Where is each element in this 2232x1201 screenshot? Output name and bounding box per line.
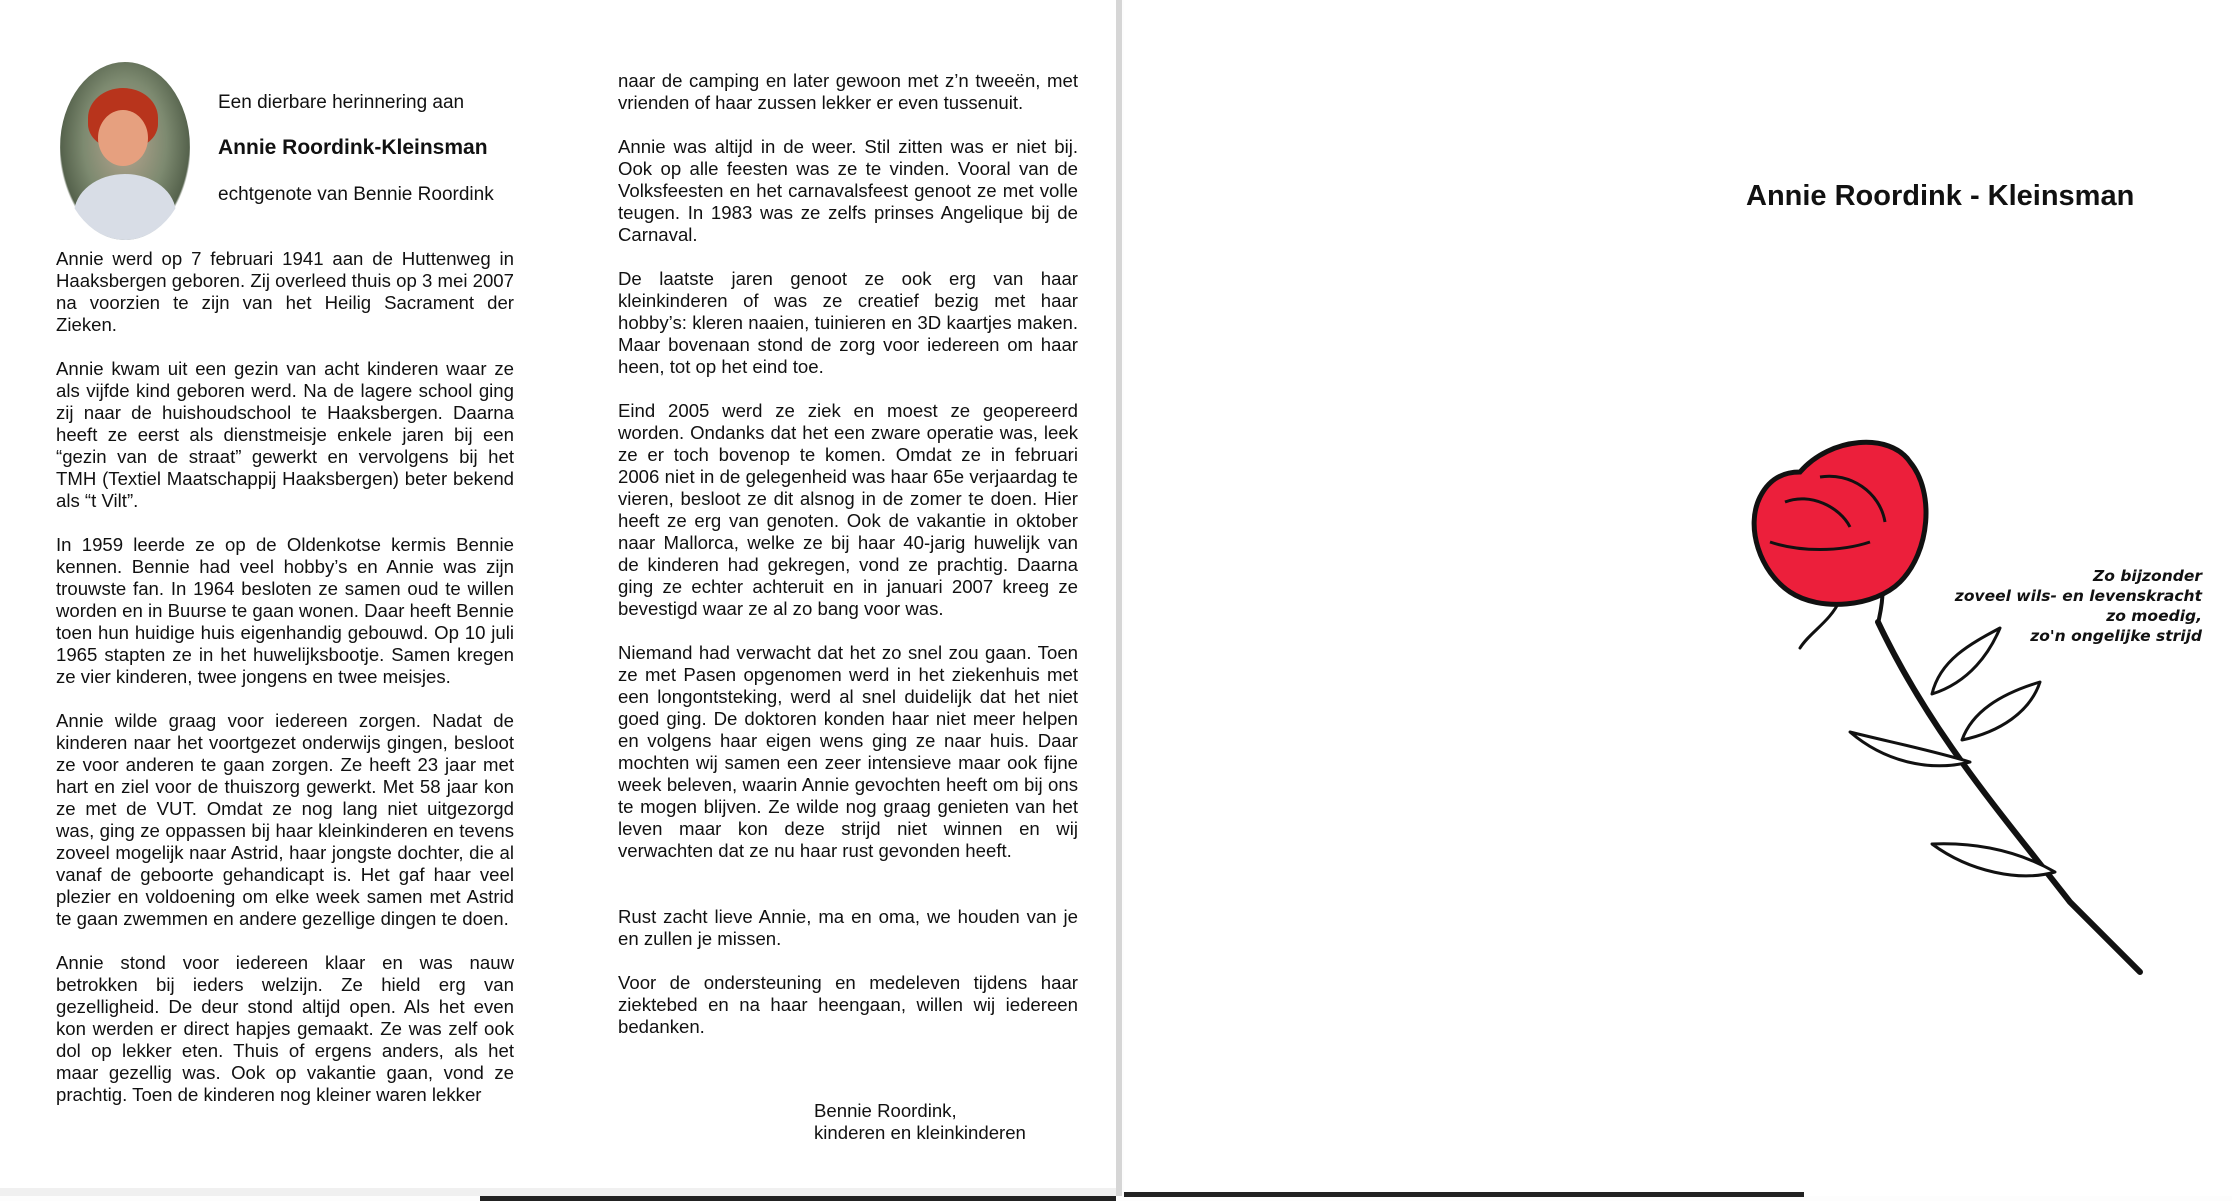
memorial-intro: Een dierbare herinnering aan — [218, 92, 465, 113]
paragraph: Annie kwam uit een gezin van acht kinderen waar ze als vijfde kind geboren werd. Na de lagere school ging zij naar de huishoudschool te Haaksbergen. Daarna heeft ze eerst als dienstmeisje enkele jaren bij een “gezin van de straat” gewerkt en vervolgens bij het TMH (Textiel Maatschappij Haaksbergen) beter bekend als “t Vilt”. — [56, 358, 514, 511]
poem-line: zoveel wils- en levenskracht — [1954, 587, 2202, 605]
deceased-name: Annie Roordink-Kleinsman — [218, 136, 488, 159]
spouse-line: echtgenote van Bennie Roordink — [218, 184, 494, 205]
signature — [814, 1100, 1026, 1144]
signature-line: kinderen en kleinkinderen — [814, 1122, 1026, 1143]
paragraph: Annie wilde graag voor iedereen zorgen. Nadat de kinderen naar het voortgezet onderwijs gingen, besloot ze voor anderen te gaan zorgen. Ze heeft 23 jaar met hart en ziel voor de thuiszorg gewerkt. Met 58 jaar kon ze met de VUT. Omdat ze nog lang niet uitgezorgd was, ging ze oppassen bij haar kleinkinderen en tevens zoveel mogelijk naar Astrid, haar jongste dochter, die al vanaf de geboorte gehandicapt is. Het gaf haar veel plezier en voldoening om elke week samen met Astrid te gaan zwemmen en andere gezellige dingen te doen. — [56, 710, 514, 929]
paragraph: De laatste jaren genoot ze ook erg van haar kleinkinderen of was ze creatief bezig met haar hobby’s: kleren naaien, tuinieren en 3D kaartjes maken. Maar bovenaan stond de zorg voor iedereen om haar heen, tot op het eind toe. — [618, 268, 1078, 377]
paragraph: Eind 2005 werd ze ziek en moest ze geopereerd worden. Ondanks dat het een zware operatie was, leek ze er toch bovenop te komen. Omdat ze in februari 2006 niet in de gelegenheid was haar 65e verjaardag te vieren, besloot ze dit alsnog in de zomer te doen. Hier heeft ze erg van genoten. Ook de vakantie in oktober naar Mallorca, welke ze bij haar 40-jarig huwelijk van de kinderen had gekregen, vond ze prachtig. Daarna ging ze echter achteruit en in januari 2007 kreeg ze bevestigd waar ze al zo bang voor was. — [618, 400, 1078, 619]
poem-line: Zo bijzonder — [2093, 567, 2202, 585]
edge-shadow — [480, 1196, 1116, 1201]
paragraph: Niemand had verwacht dat het zo snel zou gaan. Toen ze met Pasen opgenomen werd in het ziekenhuis met een longontsteking, werd al snel duidelijk dat het niet goed ging. De doktoren konden haar niet meer helpen en volgens haar eigen wens ging ze naar huis. Daar mochten wij samen een zeer intensieve maar ook fijne week beleven, waarin Annie gevochten heeft om bij ons te mogen blijven. Ze wilde nog graag genieten van het leven maar kon deze strijd niet winnen en wij verwachten dat ze nu haar rust gevonden heeft. — [618, 642, 1078, 861]
poem — [1955, 566, 2202, 646]
portrait-photo — [60, 62, 190, 240]
paragraph: In 1959 leerde ze op de Oldenkotse kermis Bennie kennen. Bennie had veel hobby’s en Annie was zijn trouwste fan. In 1964 besloten ze samen oud te willen worden en in Buurse te gaan wonen. Daar heeft Bennie toen hun huidige huis eigenhandig gebouwd. Op 10 juli 1965 stapten ze in het huwelijksbootje. Samen kregen ze vier kinderen, twee jongens en twee meisjes. — [56, 534, 514, 687]
rose-bloom — [1754, 442, 1926, 604]
rose-illustration — [1700, 432, 2160, 982]
poem-line: zo moedig, — [2106, 607, 2202, 625]
edge-shadow — [1124, 1192, 1804, 1197]
paragraph: Voor de ondersteuning en medeleven tijdens haar ziektebed en na haar heengaan, willen wij iedereen bedanken. — [618, 972, 1078, 1037]
biography-column-right — [618, 70, 1078, 1060]
cover-title: Annie Roordink - Kleinsman — [1746, 180, 2135, 212]
paragraph: Annie werd op 7 februari 1941 aan de Huttenweg in Haaksbergen geboren. Zij overleed thuis op 3 mei 2007 na voorzien te zijn van het Heilig Sacrament der Zieken. — [56, 248, 514, 335]
paragraph: Annie stond voor iedereen klaar en was nauw betrokken bij ieders welzijn. Ze hield erg van gezelligheid. De deur stond altijd open. Als het even kon werden er direct hapjes gemaakt. Ze was zelf ook dol op lekker eten. Thuis of ergens anders, als het maar gezellig was. Ook op vakantie gaan, vond ze prachtig. Toen de kinderen nog kleiner waren lekker — [56, 952, 514, 1105]
biography-column-left — [56, 248, 514, 1128]
paragraph: Annie was altijd in de weer. Stil zitten was er niet bij. Ook op alle feesten was ze te vinden. Vooral van de Volksfeesten en het carnavalsfeest genoot ze met volle teugen. In 1983 was ze zelfs prinses Angelique bij de Carnaval. — [618, 136, 1078, 245]
paragraph: Rust zacht lieve Annie, ma en oma, we houden van je en zullen je missen. — [618, 906, 1078, 949]
signature-line: Bennie Roordink, — [814, 1100, 957, 1121]
poem-line: zo'n ongelijke strijd — [2030, 627, 2202, 645]
paragraph: naar de camping en later gewoon met z’n tweeën, met vrienden of haar zussen lekker er even tussenuit. — [618, 70, 1078, 113]
